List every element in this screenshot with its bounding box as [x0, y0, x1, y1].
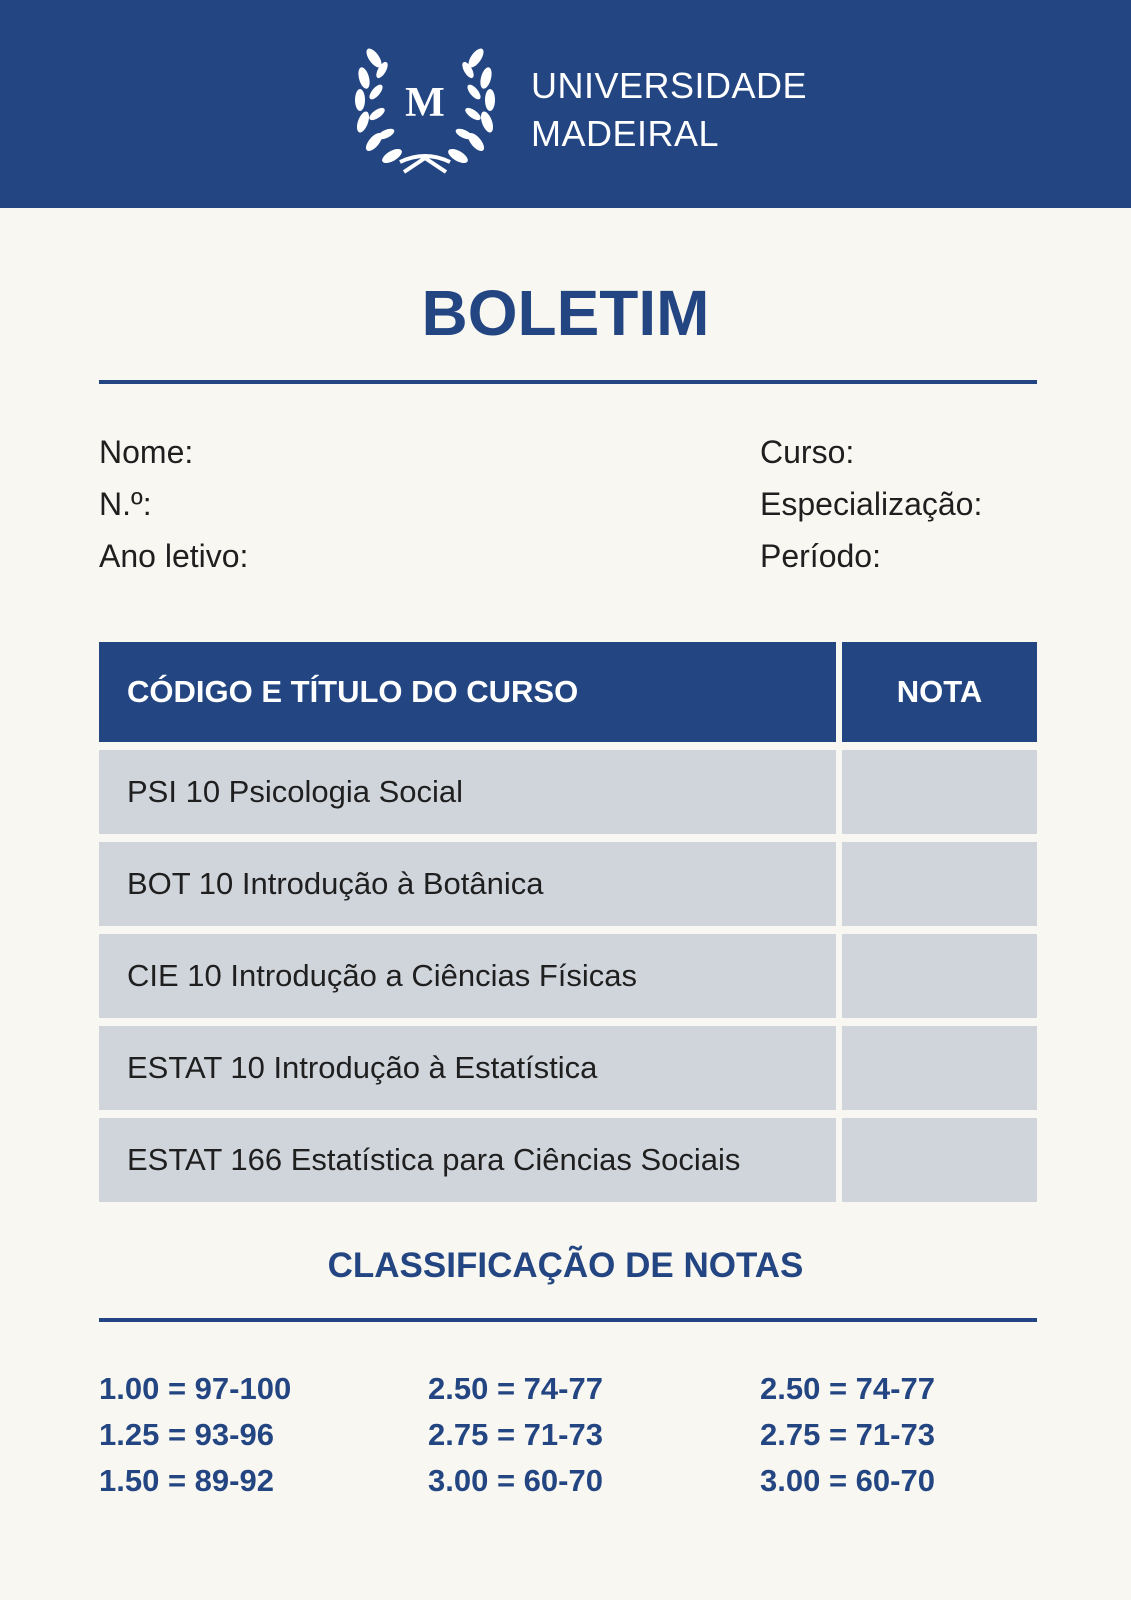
- university-name: [531, 62, 807, 158]
- table-row-course: ESTAT 166 Estatística para Ciências Sociais: [99, 1118, 836, 1202]
- grading-scale-item: 2.50 = 74-77: [760, 1371, 935, 1406]
- table-row-course: CIE 10 Introdução a Ciências Físicas: [99, 934, 836, 1018]
- header-banner: [0, 0, 1131, 208]
- number-label: N.º:: [99, 486, 152, 522]
- school-year-label: Ano letivo:: [99, 538, 249, 574]
- table-row-grade: [842, 842, 1037, 926]
- grading-scale-item: 3.00 = 60-70: [760, 1463, 935, 1498]
- table-row-grade: [842, 1118, 1037, 1202]
- student-info-right: [760, 426, 982, 582]
- grading-scale-item: 3.00 = 60-70: [428, 1463, 603, 1498]
- grading-scale-column-2: [428, 1366, 603, 1504]
- logo-letter: M: [405, 80, 445, 126]
- grading-scale-item: 2.75 = 71-73: [760, 1417, 935, 1452]
- grading-scale-item: 1.25 = 93-96: [99, 1417, 274, 1452]
- table-row-course: PSI 10 Psicologia Social: [99, 750, 836, 834]
- course-column-header: CÓDIGO E TÍTULO DO CURSO: [99, 642, 836, 742]
- table-row-grade: [842, 750, 1037, 834]
- period-label: Período:: [760, 538, 881, 574]
- grading-scale-column-1: [99, 1366, 291, 1504]
- name-label: Nome:: [99, 434, 194, 470]
- grading-scale-column-3: [760, 1366, 935, 1504]
- page-title: BOLETIM: [421, 277, 710, 349]
- specialization-label: Especialização:: [760, 486, 983, 522]
- grading-scale-item: 2.50 = 74-77: [428, 1371, 603, 1406]
- grading-scale-item: 1.00 = 97-100: [99, 1371, 292, 1406]
- laurel-logo-icon: [352, 40, 498, 174]
- university-name-line1: UNIVERSIDADE: [531, 65, 808, 106]
- grading-scale-title: CLASSIFICAÇÃO DE NOTAS: [327, 1246, 804, 1285]
- table-row-course: ESTAT 10 Introdução à Estatística: [99, 1026, 836, 1110]
- table-row-grade: [842, 1026, 1037, 1110]
- grading-divider: [99, 1318, 1037, 1322]
- title-divider: [99, 380, 1037, 384]
- table-row-course: BOT 10 Introdução à Botânica: [99, 842, 836, 926]
- university-name-line2: MADEIRAL: [531, 113, 720, 154]
- grade-column-header: NOTA: [842, 642, 1037, 742]
- table-row-grade: [842, 934, 1037, 1018]
- grading-scale-item: 1.50 = 89-92: [99, 1463, 274, 1498]
- course-label: Curso:: [760, 434, 855, 470]
- student-info-left: [99, 426, 248, 582]
- grading-scale-item: 2.75 = 71-73: [428, 1417, 603, 1452]
